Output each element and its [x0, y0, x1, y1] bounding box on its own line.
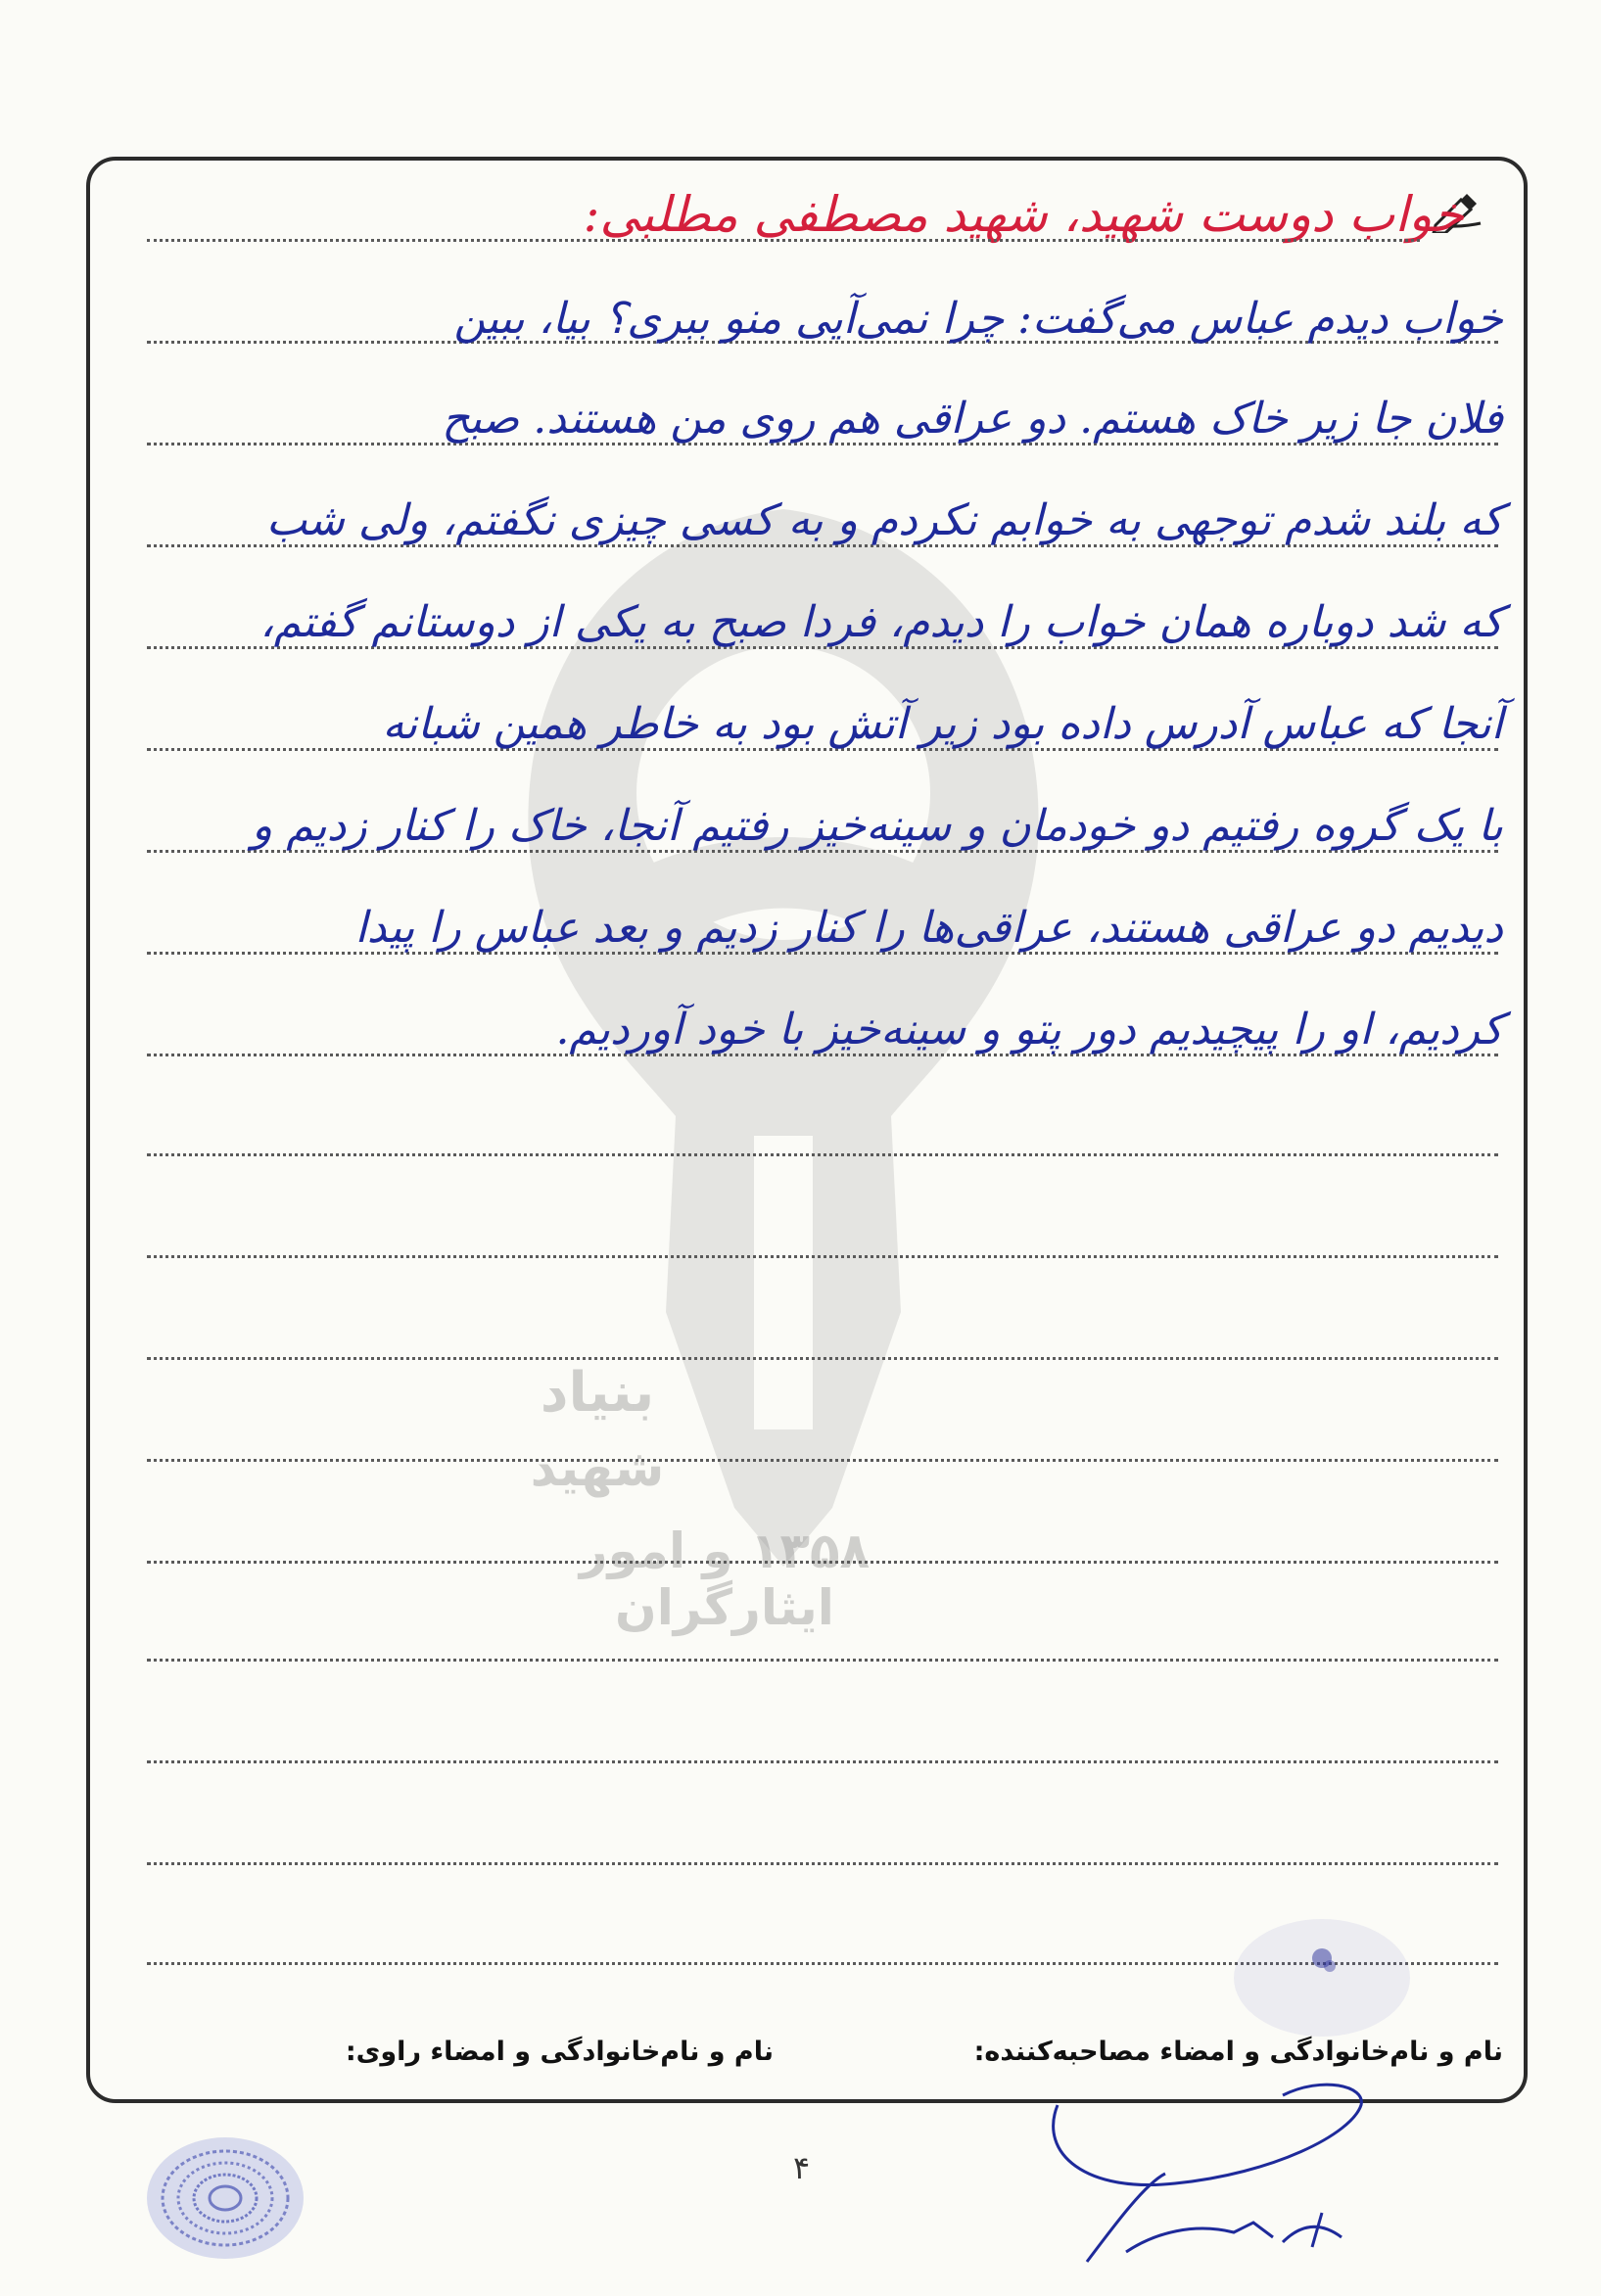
body-line-4: که شد دوباره همان خواب را دیدم، فردا صبح به یکی از دوستانم گفتم، — [259, 597, 1503, 647]
story-title: خواب دوست شهید، شهید مصطفی مطلبی: — [583, 186, 1464, 243]
ruled-line — [147, 1459, 1498, 1462]
body-line-3: که بلند شدم توجهی به خوابم نکردم و به کسی چیزی نگفتم، ولی شب — [265, 495, 1503, 545]
ruled-line — [147, 1862, 1498, 1865]
interviewer-signature — [1028, 2076, 1400, 2272]
body-line-5: آنجا که عباس آدرس داده بود زیر آتش بود به خاطر همین شبانه — [382, 699, 1503, 749]
page-frame — [86, 157, 1528, 2103]
page-number: ۴ — [793, 2149, 811, 2186]
watermark-line-1: بنیاد — [540, 1361, 655, 1425]
body-line-1: خواب دیدم عباس می‌گفت: چرا نمی‌آیی منو ببری؟ بیا، ببین — [453, 294, 1503, 344]
ruled-line — [147, 1255, 1498, 1258]
ruled-line — [147, 1153, 1498, 1156]
narrator-signature-label: نام و نام‌خانوادگی و امضاء راوی: — [345, 2037, 774, 2067]
body-line-6: با یک گروه رفتیم دو خودمان و سینه‌خیز رفتیم آنجا، خاک را کنار زدیم و — [252, 801, 1503, 851]
body-line-2: فلان جا زیر خاک هستم. دو عراقی هم روی من هستند. صبح — [442, 394, 1503, 444]
body-line-8: کردیم، او را پیچیدیم دور پتو و سینه‌خیز با خود آوردیم. — [555, 1005, 1503, 1054]
interviewer-signature-label: نام و نام‌خانوادگی و امضاء مصاحبه‌کننده: — [973, 2037, 1503, 2067]
ruled-line — [147, 1561, 1498, 1564]
ink-stamp-smudge — [1204, 1890, 1420, 2056]
watermark-line-2: شهید — [530, 1439, 665, 1498]
body-line-7: دیدیم دو عراقی هستند، عراقی‌ها را کنار زدیم و بعد عباس را پیدا — [354, 903, 1503, 953]
ruled-line — [147, 1357, 1498, 1360]
fingerprint-mark — [137, 2125, 313, 2272]
watermark-line-3: ۱۳۵۸ و امور ایثارگران — [579, 1523, 871, 1636]
ruled-line — [147, 239, 1420, 242]
ruled-line — [147, 1659, 1498, 1662]
ruled-line — [147, 1760, 1498, 1763]
